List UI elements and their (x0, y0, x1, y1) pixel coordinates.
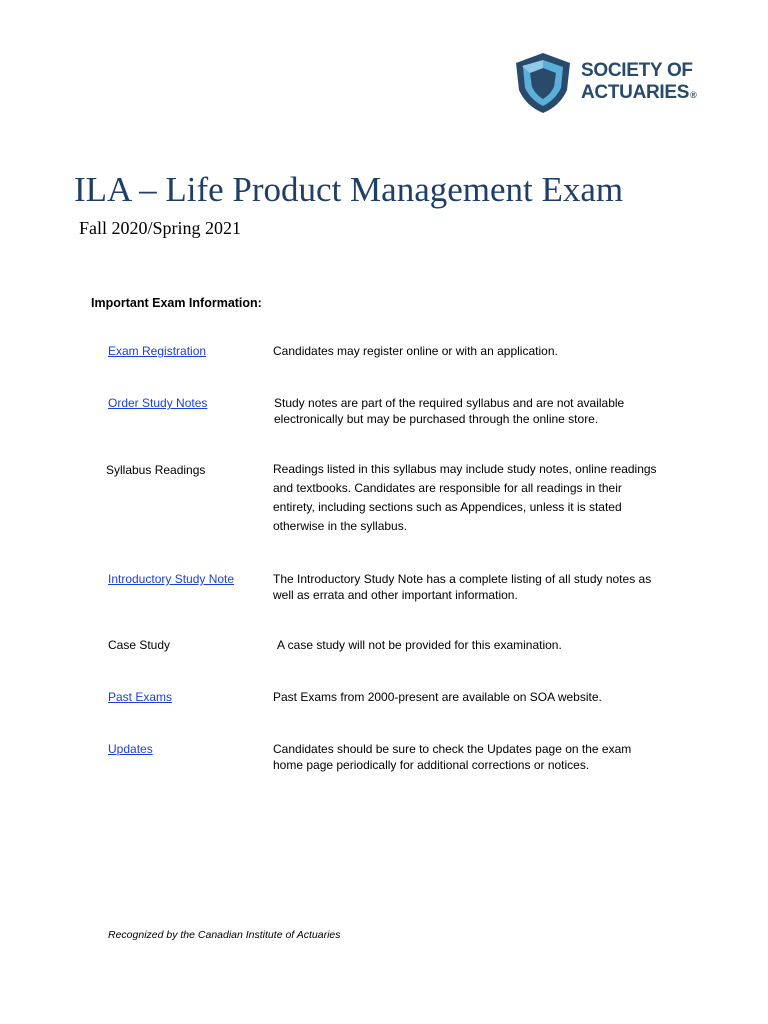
order-study-notes-description: Study notes are part of the required syllabus and are not available electronically but may be purchased through the online store. (274, 396, 625, 426)
exam-registration-description: Candidates may register online or with an application. (273, 344, 558, 358)
order-study-notes-link[interactable]: Order Study Notes (108, 396, 208, 410)
case-study-description: A case study will not be provided for this examination. (277, 638, 562, 652)
syllabus-readings-description: Readings listed in this syllabus may include study notes, online readings and textbooks. Candidates are responsible for all readings in their entirety, including sections such as Appendices, unless it is stated otherwise in the syllabus. (273, 462, 657, 533)
introductory-study-note-link[interactable]: Introductory Study Note (108, 572, 235, 586)
section-heading: Important Exam Information: (91, 296, 262, 310)
updates-description: Candidates should be sure to check the Updates page on the exam home page periodically for additional corrections or notices. (273, 742, 632, 772)
exam-registration-link[interactable]: Exam Registration (108, 344, 207, 358)
case-study-label: Case Study (108, 638, 171, 652)
logo-wordmark (581, 60, 696, 106)
page-title: ILA – Life Product Management Exam (74, 170, 624, 209)
updates-link[interactable]: Updates (108, 742, 153, 756)
logo-line-2: ACTUARIES® (581, 82, 697, 103)
registered-mark: ® (690, 90, 697, 100)
logo-line-1: SOCIETY OF (581, 60, 693, 81)
syllabus-readings-label: Syllabus Readings (106, 463, 206, 477)
shield-logo-icon (514, 52, 572, 114)
soa-logo (514, 52, 704, 114)
introductory-study-note-description: The Introductory Study Note has a complete listing of all study notes as well as errata and other important information. (273, 572, 652, 602)
footer-note: Recognized by the Canadian Institute of Actuaries (108, 929, 341, 941)
past-exams-link[interactable]: Past Exams (108, 690, 173, 704)
past-exams-description: Past Exams from 2000-present are available on SOA website. (273, 690, 602, 704)
page-subtitle: Fall 2020/Spring 2021 (79, 218, 242, 238)
